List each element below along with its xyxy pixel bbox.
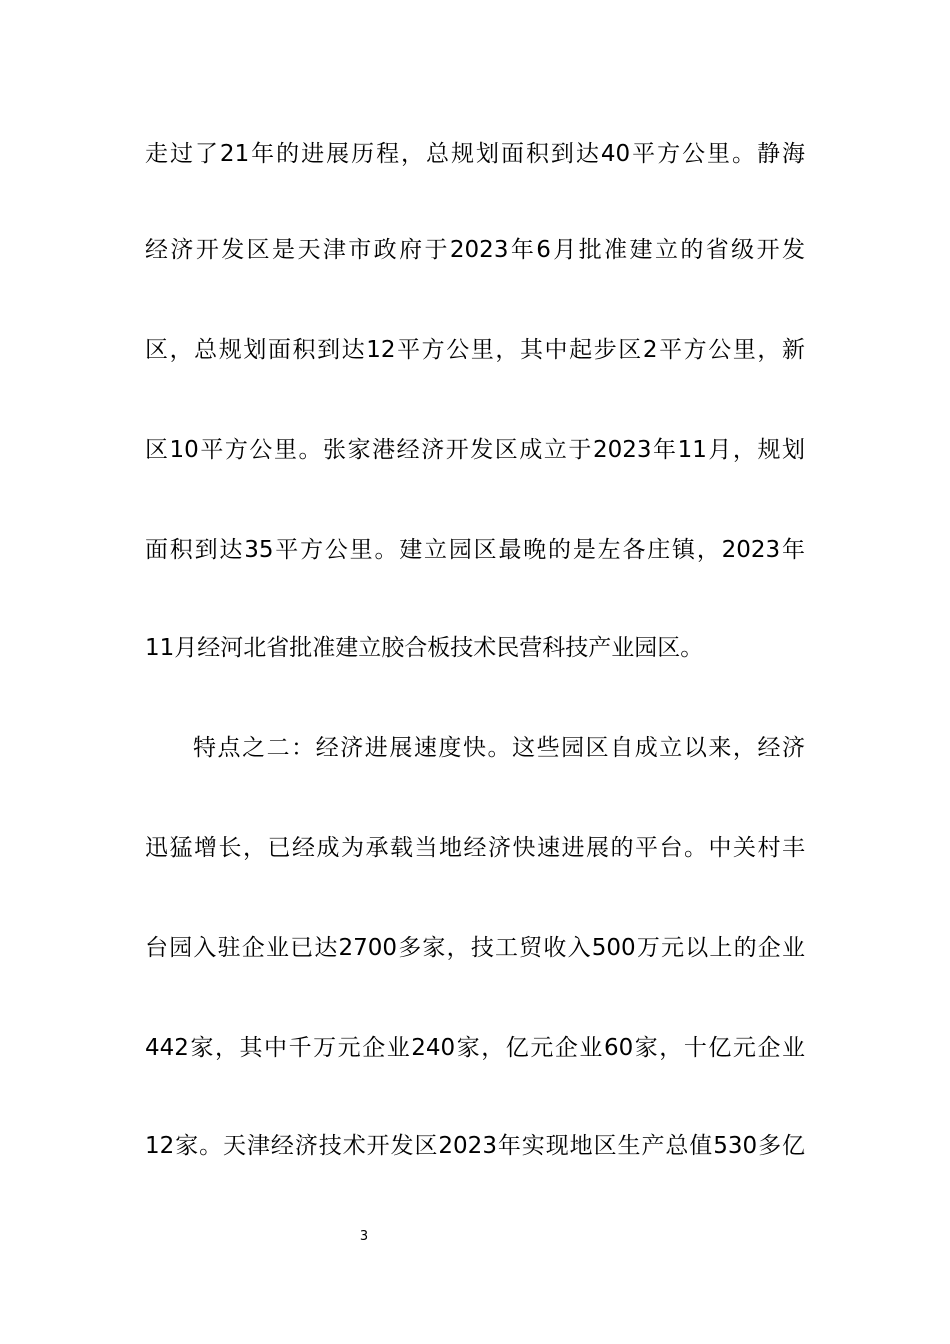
text-line: 迅猛增长，已经成为承载当地经济快速进展的平台。中关村丰 bbox=[145, 835, 805, 861]
text-line: 区，总规划面积到达12平方公里，其中起步区2平方公里，新 bbox=[145, 337, 805, 363]
text-line: 442家，其中千万元企业240家，亿元企业60家，十亿元企业 bbox=[145, 1035, 805, 1061]
text-line: 11月经河北省批准建立胶合板技术民营科技产业园区。 bbox=[145, 635, 704, 661]
text-line: 经济开发区是天津市政府于2023年6月批准建立的省级开发 bbox=[145, 237, 805, 263]
text-line: 面积到达35平方公里。建立园区最晚的是左各庄镇，2023年 bbox=[145, 537, 805, 563]
page-number: 3 bbox=[359, 1229, 369, 1244]
text-line: 12家。天津经济技术开发区2023年实现地区生产总值530多亿 bbox=[145, 1133, 805, 1159]
text-line: 台园入驻企业已达2700多家，技工贸收入500万元以上的企业 bbox=[145, 935, 805, 961]
text-line: 区10平方公里。张家港经济开发区成立于2023年11月，规划 bbox=[145, 437, 805, 463]
text-line: 走过了21年的进展历程，总规划面积到达40平方公里。静海 bbox=[145, 141, 805, 167]
text-line: 特点之二：经济进展速度快。这些园区自成立以来，经济 bbox=[193, 735, 805, 761]
